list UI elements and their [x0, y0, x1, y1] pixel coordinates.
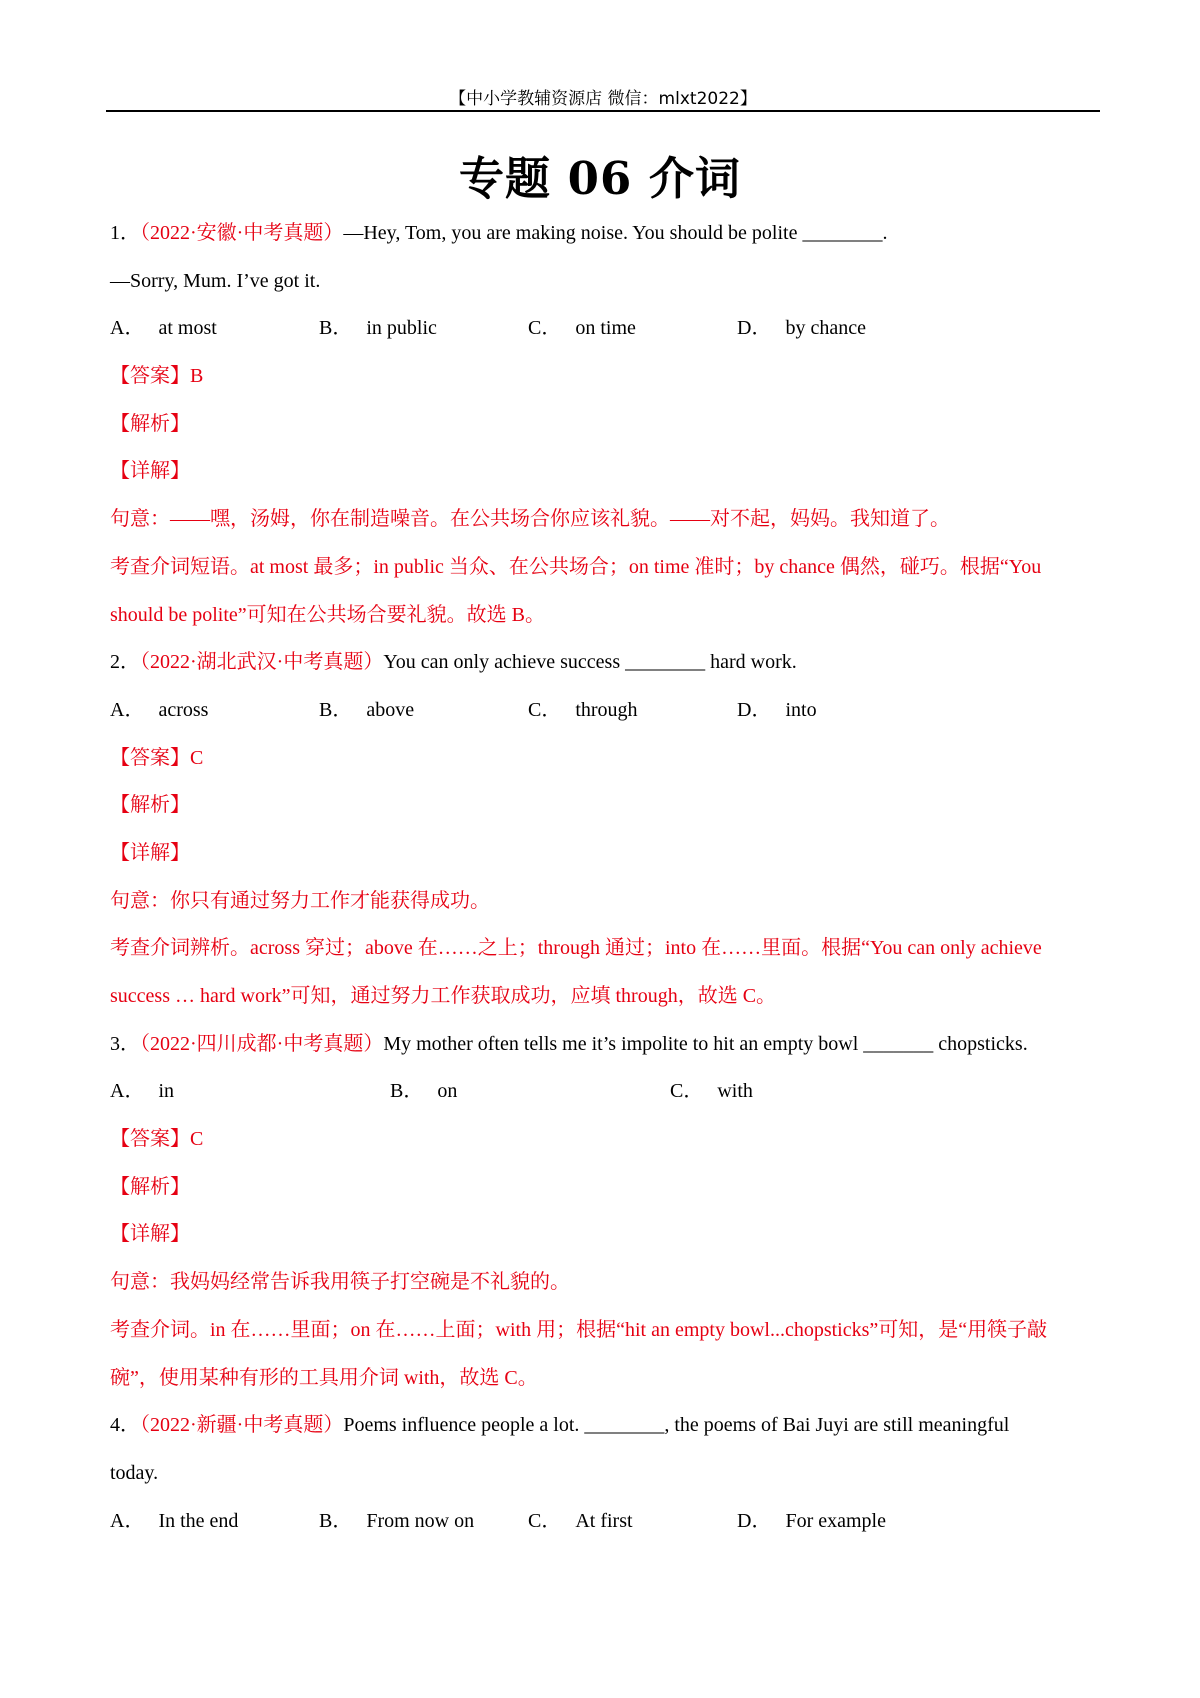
question-text: —Hey, Tom, you are making noise. You should be polite ________. — [343, 222, 888, 244]
answer-line: 【答案】C — [110, 746, 204, 769]
detail-label: 【详解】 — [110, 460, 190, 483]
analysis-label: 【解析】 — [110, 794, 190, 817]
detail-label: 【详解】 — [110, 841, 190, 864]
question-number: 3． — [110, 1032, 140, 1055]
detail-label: 【详解】 — [110, 1223, 190, 1246]
question-text: Poems influence people a lot. ________, the poems of Bai Juyi are still meaningful — [343, 1414, 1010, 1437]
option-d: D． by chance — [737, 317, 866, 340]
answer-line: 【答案】C — [110, 1128, 204, 1151]
question-number: 2． — [110, 651, 140, 674]
question-text-line: today. — [110, 1461, 159, 1484]
option-b: B． From now on — [319, 1509, 475, 1532]
options-row — [110, 305, 1100, 353]
option-c: C． with — [670, 1080, 753, 1103]
options-row — [110, 1498, 1100, 1546]
question-list — [110, 210, 1100, 1545]
question-stem — [110, 1402, 1100, 1450]
explanation-line: 句意：我妈妈经常告诉我用筷子打空碗是不礼貌的。 — [110, 1271, 570, 1294]
question-number: 1． — [110, 222, 140, 244]
option-b: B． above — [319, 698, 415, 721]
page-title: 专题 06 介词 — [459, 152, 741, 205]
option-b: B． on — [390, 1080, 458, 1103]
analysis-label: 【解析】 — [110, 412, 190, 435]
explanation-line: 句意：——嘿，汤姆，你在制造噪音。在公共场合你应该礼貌。——对不起，妈妈。我知道了。 — [110, 508, 950, 531]
option-a: A． at most — [110, 317, 217, 340]
question-text-line: —Sorry, Mum. I’ve got it. — [110, 269, 321, 292]
option-a: A． across — [110, 698, 209, 721]
option-c: C． through — [528, 698, 638, 721]
question-text: My mother often tells me it’s impolite to hit an empty bowl _______ chopsticks. — [383, 1032, 1028, 1055]
question-stem — [110, 639, 1100, 687]
option-a: A． in — [110, 1080, 175, 1103]
explanation-line: 考查介词短语。at most 最多；in public 当众、在公共场合；on time 准时；by chance 偶然，碰巧。根据“You — [110, 555, 1042, 578]
explanation-line: 句意：你只有通过努力工作才能获得成功。 — [110, 889, 490, 912]
header-divider — [106, 110, 1100, 112]
analysis-label: 【解析】 — [110, 1175, 190, 1198]
options-row — [110, 687, 1100, 735]
question-source: （2022·四川成都·中考真题） — [140, 1032, 384, 1055]
question-stem — [110, 210, 1100, 258]
question-source: （2022·新疆·中考真题） — [140, 1414, 344, 1437]
option-c: C． on time — [528, 317, 636, 340]
explanation-line: 碗”，使用某种有形的工具用介词 with，故选 C。 — [110, 1366, 538, 1389]
question-source: （2022·安徽·中考真题） — [140, 222, 344, 244]
question-text: You can only achieve success ________ hard work. — [383, 651, 797, 674]
option-b: B． in public — [319, 317, 437, 340]
explanation-line: success … hard work”可知，通过努力工作获取成功，应填 through，故选 C。 — [110, 985, 777, 1007]
option-d: D． into — [737, 698, 817, 721]
answer-line: 【答案】B — [110, 365, 204, 388]
option-a: A． In the end — [110, 1509, 239, 1532]
question-stem — [110, 1021, 1100, 1069]
page-header: 【中小学教辅资源店 微信：mlxt2022】 — [449, 89, 757, 109]
explanation-line: should be polite”可知在公共场合要礼貌。故选 B。 — [110, 603, 545, 626]
options-row — [110, 1068, 1100, 1116]
question-number: 4． — [110, 1414, 140, 1437]
option-c: C． At first — [528, 1509, 633, 1532]
explanation-line: 考查介词辨析。across 穿过；above 在……之上；through 通过；into 在……里面。根据“You can only achieve — [110, 937, 1042, 960]
explanation-line: 考查介词。in 在……里面；on 在……上面；with 用；根据“hit an empty bowl...chopsticks”可知，是“用筷子敲 — [110, 1318, 1048, 1341]
question-source: （2022·湖北武汉·中考真题） — [140, 651, 384, 674]
option-d: D． For example — [737, 1509, 886, 1532]
